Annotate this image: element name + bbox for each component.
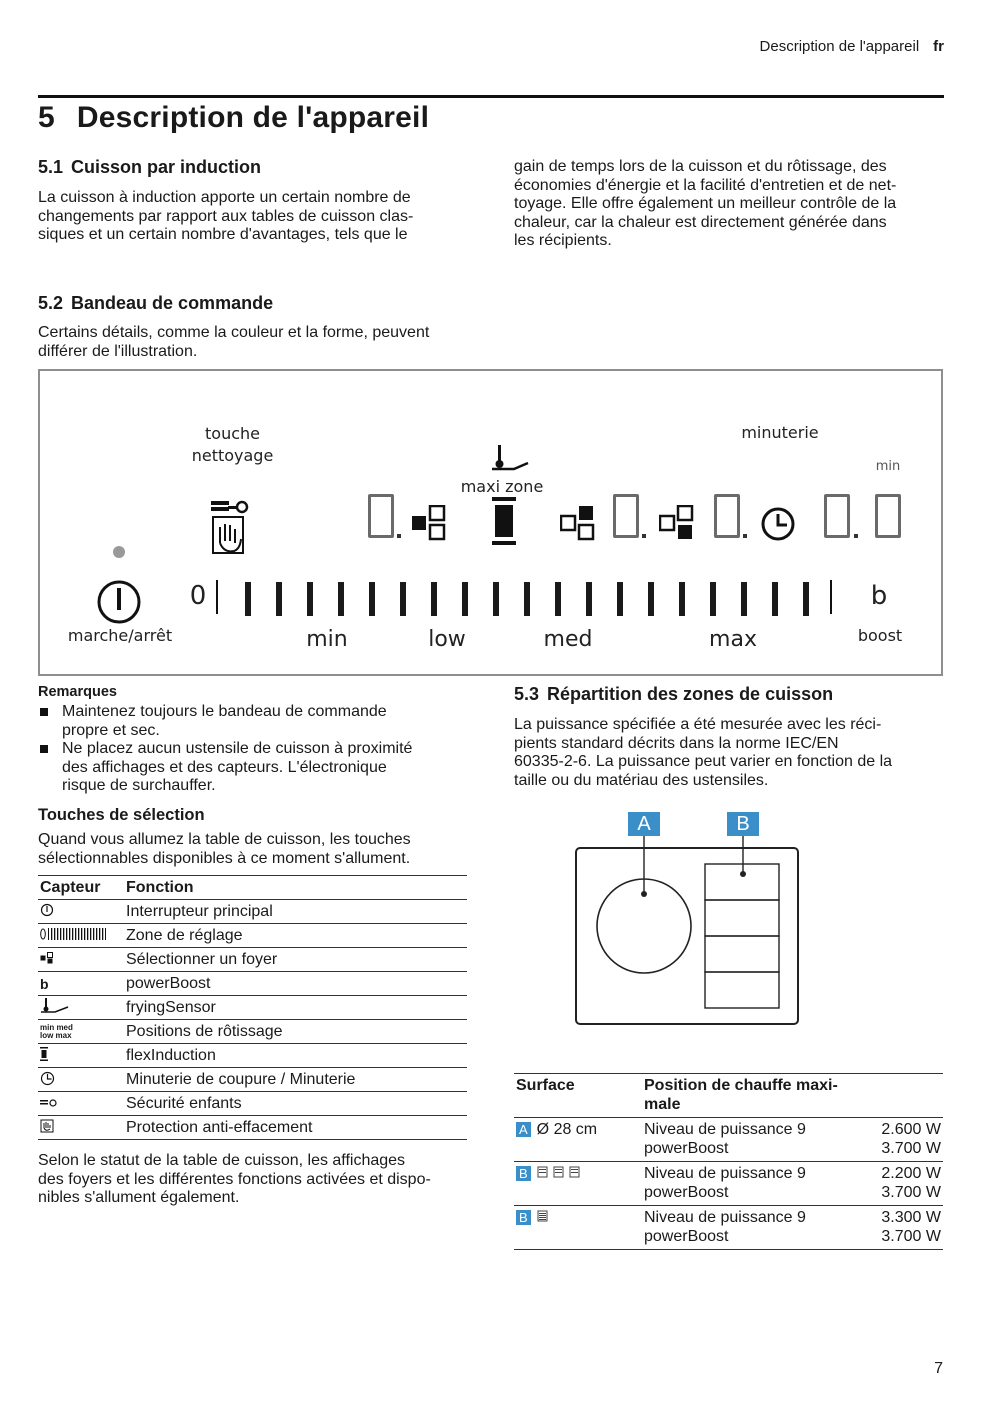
- page-number: 7: [934, 1360, 943, 1377]
- section-5-3-title: Répartition des zones de cuisson: [547, 684, 834, 704]
- timer-display-digit: [824, 494, 850, 538]
- slider-step[interactable]: [307, 582, 313, 616]
- section-5-1-text-left: [38, 189, 478, 245]
- decimal-point: [854, 534, 858, 538]
- section-5-3-heading: [514, 684, 833, 705]
- decimal-point: [642, 534, 646, 538]
- table-header-row: [38, 876, 467, 900]
- boost-icon: b: [38, 972, 124, 996]
- column-header-position: [642, 1074, 943, 1118]
- text-line: Quand vous allumez la table de cuisson, les touches: [38, 831, 411, 848]
- table-row: [38, 1020, 467, 1044]
- power-value: 3.300 W: [881, 1209, 941, 1226]
- power-icon: [40, 903, 54, 917]
- zone-full-icon: [537, 1210, 551, 1222]
- label-minuterie: minuterie: [741, 423, 819, 442]
- roast-levels-icon: [38, 1020, 124, 1044]
- column-header-fonction: Fonction: [124, 876, 467, 900]
- table-row: [514, 1206, 943, 1250]
- text-line: les récipients.: [514, 232, 612, 249]
- section-5-1-title: Cuisson par induction: [71, 157, 262, 177]
- chapter-heading: [38, 101, 429, 135]
- zone-select-icon[interactable]: [560, 505, 596, 541]
- function-cell: Minuterie de coupure / Minuterie: [124, 1068, 467, 1092]
- roast-label-line: low max: [40, 1030, 72, 1040]
- slider-step[interactable]: [648, 582, 654, 616]
- slider-step[interactable]: [555, 582, 561, 616]
- label-min-unit: min: [875, 459, 901, 474]
- text-line: nibles s'allument également.: [38, 1189, 240, 1206]
- text-line: Certains détails, comme la couleur et la forme, peuvent: [38, 324, 430, 341]
- slider-step[interactable]: [741, 582, 747, 616]
- slider-zero-label: 0: [189, 581, 207, 611]
- section-5-2-number: 5.2: [38, 293, 64, 313]
- header-line: male: [644, 1095, 681, 1113]
- level-label-low: low: [428, 627, 466, 652]
- timer-icon[interactable]: [759, 505, 797, 543]
- label-marche-arret: marche/arrêt: [67, 626, 173, 645]
- power-level-slider[interactable]: [240, 578, 860, 618]
- slider-step[interactable]: [679, 582, 685, 616]
- level-label-med: med: [543, 627, 593, 652]
- touches-heading: Touches de sélection: [38, 806, 205, 824]
- text-line: économies d'énergie et la facilité d'entretien et de net-: [514, 176, 897, 194]
- label-line: nettoyage: [191, 446, 274, 465]
- text-line: des foyers et les différentes fonctions activées et dispo-: [38, 1170, 431, 1188]
- section-5-2-text: [38, 324, 478, 361]
- position-line: powerBoost: [644, 1227, 729, 1245]
- frying-sensor-icon: [488, 443, 532, 473]
- text-line: changements par rapport aux tables de cuisson clas-: [38, 207, 414, 225]
- timer-icon: [40, 1071, 55, 1086]
- zone-badge: B: [516, 1210, 531, 1225]
- slider-step[interactable]: [276, 582, 282, 616]
- level-label-max: max: [709, 627, 757, 652]
- section-5-1-heading: [38, 157, 261, 178]
- text-line: chaleur, car la chaleur est directement générée dans: [514, 213, 887, 231]
- wipe-icon: [40, 1119, 54, 1133]
- function-cell: Zone de réglage: [124, 924, 467, 948]
- text-line: La cuisson à induction apporte un certain nombre de: [38, 189, 411, 206]
- zone-combo-icon: [537, 1166, 587, 1178]
- function-cell: Sécurité enfants: [124, 1092, 467, 1116]
- table-row: [38, 1116, 467, 1140]
- table-row: [38, 996, 467, 1020]
- column-header-capteur: Capteur: [38, 876, 124, 900]
- function-cell: powerBoost: [124, 972, 467, 996]
- slider-step[interactable]: [462, 582, 468, 616]
- running-header: [700, 38, 944, 55]
- label-boost: boost: [857, 626, 903, 645]
- zone-power-table: [514, 1073, 943, 1250]
- slider-step[interactable]: [493, 582, 499, 616]
- power-value: 2.200 W: [881, 1165, 941, 1182]
- zone-select-icon: [40, 952, 54, 964]
- text-line: Selon le statut de la table de cuisson, les affichages: [38, 1152, 406, 1169]
- slider-start-divider: [216, 580, 218, 614]
- position-line: Niveau de puissance 9: [644, 1209, 806, 1226]
- text-line: pients standard décrits dans la norme IEC/EN: [514, 734, 839, 752]
- zone-select-icon[interactable]: [411, 505, 447, 541]
- chapter-title: Description de l'appareil: [76, 101, 430, 134]
- running-header-title: Description de l'appareil: [759, 38, 920, 55]
- text-line: différer de l'illustration.: [38, 342, 198, 360]
- text-line: gain de temps lors de la cuisson et du rôtissage, des: [514, 158, 887, 175]
- table-header-row: [514, 1074, 943, 1118]
- zone-3-display-digit: [714, 494, 740, 538]
- text-line: La puissance spécifiée a été mesurée avec les réci-: [514, 716, 882, 733]
- text-line: risque de surchauffer.: [62, 777, 216, 794]
- slider-step[interactable]: [803, 582, 809, 616]
- zone-badge: A: [516, 1122, 531, 1137]
- slider-step[interactable]: [369, 582, 375, 616]
- slider-step[interactable]: [710, 582, 716, 616]
- slider-step[interactable]: [617, 582, 623, 616]
- slider-step[interactable]: [431, 582, 437, 616]
- top-rule: [38, 95, 944, 98]
- table-row: [38, 1044, 467, 1068]
- section-5-2-heading: [38, 293, 273, 314]
- position-line: powerBoost: [644, 1183, 729, 1201]
- surface-cell: Ø 28 cm: [536, 1121, 598, 1138]
- text-line: 60335-2-6. La puissance peut varier en fonction de la: [514, 753, 893, 770]
- zone-2-display-digit: [613, 494, 639, 538]
- text-line: Ne placez aucun ustensile de cuisson à proximité: [62, 740, 413, 757]
- table-row: [38, 972, 467, 996]
- flex-induction-icon[interactable]: [490, 497, 518, 545]
- section-5-3-number: 5.3: [514, 684, 540, 704]
- section-5-2-title: Bandeau de commande: [71, 293, 274, 313]
- timer-display-digit: [875, 494, 901, 538]
- zone-label-b: B: [727, 812, 759, 836]
- table-row: [38, 924, 467, 948]
- slider-step[interactable]: [772, 582, 778, 616]
- zone-badge: B: [516, 1166, 531, 1181]
- column-header-surface: Surface: [514, 1074, 642, 1118]
- power-icon[interactable]: [95, 578, 143, 626]
- slider-step[interactable]: [400, 582, 406, 616]
- notes-heading: Remarques: [38, 684, 117, 700]
- slider-icon: [40, 927, 106, 941]
- label-maxi-zone: maxi zone: [460, 477, 544, 496]
- zone-1-display-digit: [368, 494, 394, 538]
- position-line: Niveau de puissance 9: [644, 1165, 806, 1182]
- boost-button-symbol[interactable]: b: [870, 581, 888, 611]
- slider-step[interactable]: [245, 582, 251, 616]
- function-cell: Sélectionner un foyer: [124, 948, 467, 972]
- power-value: 3.700 W: [881, 1183, 941, 1201]
- table-row: [38, 1092, 467, 1116]
- touches-after-text: [38, 1152, 478, 1208]
- standby-indicator: [113, 546, 125, 558]
- chapter-number: 5: [38, 101, 55, 134]
- zone-select-icon[interactable]: [659, 505, 695, 541]
- text-line: toyage. Elle offre également un meilleur contrôle de la: [514, 195, 897, 212]
- function-cell: flexInduction: [124, 1044, 467, 1068]
- control-panel-illustration: [38, 369, 943, 676]
- text-line: sélectionnables disponibles à ce moment s'allument.: [38, 849, 411, 867]
- bullet-square: [40, 745, 48, 753]
- position-line: powerBoost: [644, 1139, 729, 1157]
- slider-step[interactable]: [586, 582, 592, 616]
- table-row: [38, 900, 467, 924]
- label-line: touche: [205, 424, 260, 443]
- text-line: siques et un certain nombre d'avantages, tels que le: [38, 226, 408, 243]
- function-cell: Interrupteur principal: [124, 900, 467, 924]
- function-cell: Protection anti-effacement: [124, 1116, 467, 1140]
- function-cell: fryingSensor: [124, 996, 467, 1020]
- slider-step[interactable]: [524, 582, 530, 616]
- function-cell: Positions de rôtissage: [124, 1020, 467, 1044]
- decimal-point: [397, 534, 401, 538]
- text-line: des affichages et des capteurs. L'électronique: [62, 758, 387, 776]
- cleaning-button-icon: [208, 499, 254, 559]
- text-line: propre et sec.: [62, 721, 160, 739]
- text-line: Maintenez toujours le bandeau de commande: [62, 703, 387, 720]
- section-5-1-text-right: [514, 158, 954, 251]
- table-row: [514, 1162, 943, 1206]
- bullet-square: [40, 708, 48, 716]
- cooking-zones-diagram: [574, 836, 802, 1028]
- slider-end-divider: [830, 580, 832, 614]
- section-5-3-text: [514, 716, 954, 790]
- section-5-1-number: 5.1: [38, 157, 64, 177]
- table-row: [38, 1068, 467, 1092]
- language-code: fr: [933, 38, 944, 55]
- zone-label-a: A: [628, 812, 660, 836]
- label-touche-nettoyage: [180, 423, 285, 467]
- flex-icon: [40, 1047, 48, 1061]
- level-label-min: min: [306, 627, 348, 652]
- key-icon: [40, 1098, 58, 1108]
- power-value: 3.700 W: [881, 1139, 941, 1157]
- slider-step[interactable]: [338, 582, 344, 616]
- roast-label-line: min med: [40, 1022, 73, 1032]
- power-value: 2.600 W: [881, 1121, 941, 1138]
- power-value: 3.700 W: [881, 1227, 941, 1245]
- decimal-point: [743, 534, 747, 538]
- header-line: Position de chauffe maxi-: [644, 1077, 838, 1094]
- text-line: taille ou du matériau des ustensiles.: [514, 771, 769, 789]
- frying-icon: [40, 998, 70, 1014]
- table-row: [38, 948, 467, 972]
- position-line: Niveau de puissance 9: [644, 1121, 806, 1138]
- touches-intro: [38, 831, 478, 868]
- table-row: [514, 1118, 943, 1162]
- sensor-function-table: [38, 875, 467, 1140]
